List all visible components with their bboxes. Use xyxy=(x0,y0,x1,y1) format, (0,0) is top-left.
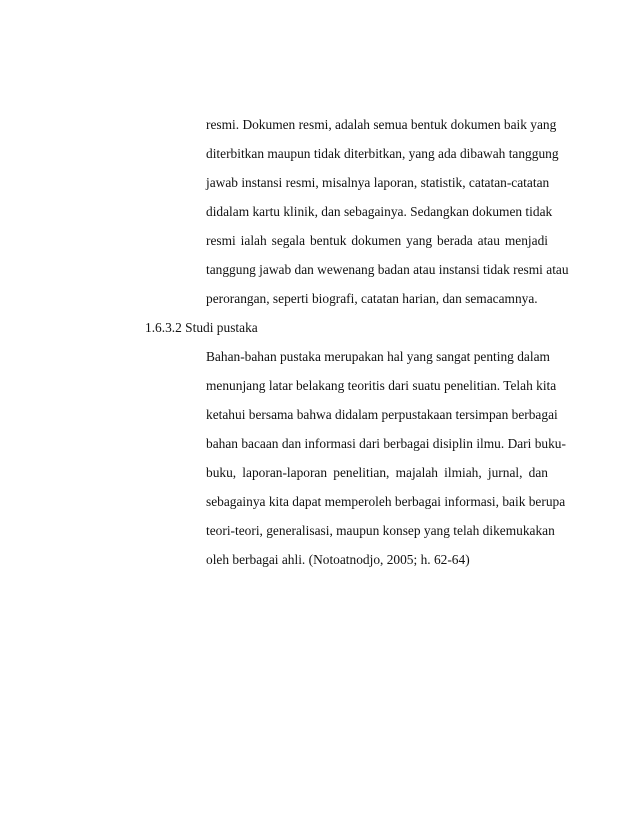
paragraph-1-line-5: resmi ialah segala bentuk dokumen yang berada atau menjadi xyxy=(206,233,548,248)
paragraph-2-line-3: ketahui bersama bahwa didalam perpustakaan tersimpan berbagai xyxy=(206,407,558,422)
paragraph-2-line-7: teori-teori, generalisasi, maupun konsep yang telah dikemukakan xyxy=(206,523,555,538)
paragraph-2-line-5: buku, laporan-laporan penelitian, majalah ilmiah, jurnal, dan xyxy=(206,465,548,480)
paragraph-1-line-7: perorangan, seperti biografi, catatan harian, dan semacamnya. xyxy=(206,291,538,306)
paragraph-1-line-2: diterbitkan maupun tidak diterbitkan, yang ada dibawah tanggung xyxy=(206,146,559,161)
paragraph-2-line-8: oleh berbagai ahli. (Notoatnodjo, 2005; h. 62-64) xyxy=(206,552,470,567)
paragraph-1-line-1: resmi. Dokumen resmi, adalah semua bentuk dokumen baik yang xyxy=(206,117,557,132)
paragraph-2-line-2: menunjang latar belakang teoritis dari suatu penelitian. Telah kita xyxy=(206,378,557,393)
paragraph-2-line-1: Bahan-bahan pustaka merupakan hal yang sangat penting dalam xyxy=(206,349,550,364)
paragraph-2-line-4: bahan bacaan dan informasi dari berbagai disiplin ilmu. Dari buku- xyxy=(206,436,566,451)
paragraph-1-line-4: didalam kartu klinik, dan sebagainya. Sedangkan dokumen tidak xyxy=(206,204,553,219)
paragraph-2-line-6: sebagainya kita dapat memperoleh berbagai informasi, baik berupa xyxy=(206,494,566,509)
paragraph-1-line-3: jawab instansi resmi, misalnya laporan, statistik, catatan-catatan xyxy=(206,175,550,190)
section-heading: 1.6.3.2 Studi pustaka xyxy=(145,320,258,335)
paragraph-1-line-6: tanggung jawab dan wewenang badan atau instansi tidak resmi atau xyxy=(206,262,569,277)
